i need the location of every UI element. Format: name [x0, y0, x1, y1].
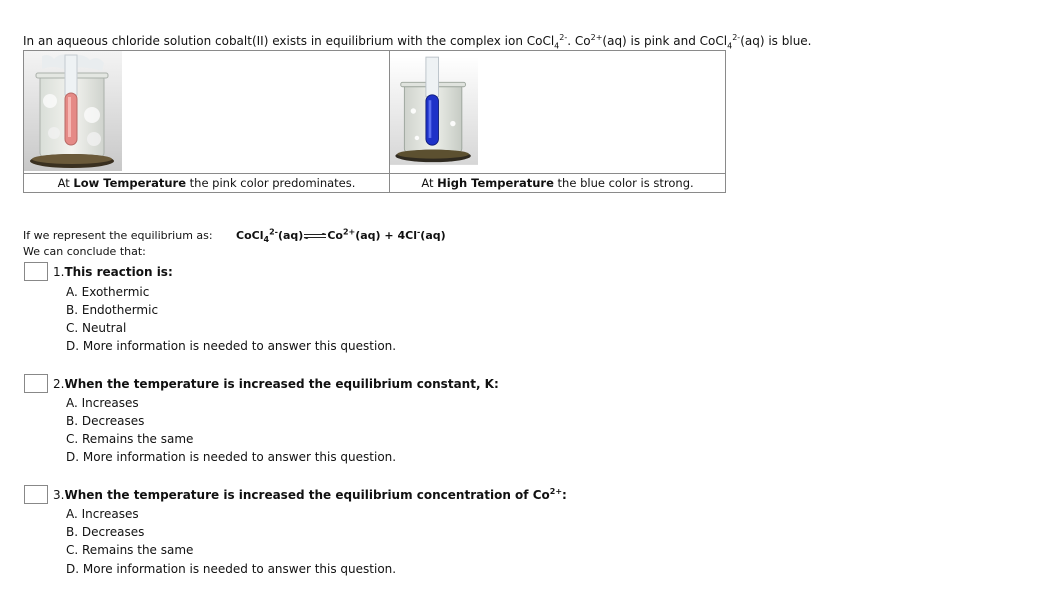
- answer-input-1[interactable]: [24, 262, 48, 281]
- question-1-option-c: C. Neutral: [66, 321, 127, 335]
- question-3-option-c: C. Remains the same: [66, 543, 194, 557]
- question-1-option-d: D. More information is needed to answer this question.: [66, 339, 397, 353]
- low-temperature-beaker-image: [24, 51, 122, 171]
- high-temp-caption: At High Temperature the blue color is strong.: [390, 173, 725, 193]
- question-2-option-c: C. Remains the same: [66, 432, 194, 446]
- question-3-stem: 3.When the temperature is increased the equilibrium concentration of $Co^{2+}$:: [53, 487, 567, 502]
- question-3-option-b: B. Decreases: [66, 525, 145, 539]
- equilibrium-equation: CoCl$_4^{2-}$(aq) $Co^{2+}(aq) + 4Cl^-(aq)$: [236, 227, 446, 245]
- question-1-stem: 1.This reaction is:: [53, 265, 173, 279]
- question-1-option-a: A. Exothermic: [66, 285, 150, 299]
- high-temperature-beaker-image: [390, 51, 478, 171]
- question-2-option-a: A. Increases: [66, 396, 139, 410]
- question-2-option-b: B. Decreases: [66, 414, 145, 428]
- question-3-option-a: A. Increases: [66, 507, 139, 521]
- answer-input-3[interactable]: [24, 485, 48, 504]
- answer-input-2[interactable]: [24, 374, 48, 393]
- low-temp-caption: At Low Temperature the pink color predominates.: [24, 173, 389, 193]
- conclude-text: We can conclude that:: [23, 245, 146, 258]
- equilibrium-arrow-icon: [303, 233, 327, 239]
- intro-text: In an aqueous chloride solution cobalt(II) exists in equilibrium with the complex ion CoCl$_4^{2-}$. $Co^{2+}(aq)$ is pink and CoCl$_4^{2-}$(aq) is blue.: [23, 33, 812, 51]
- equation-label: If we represent the equilibrium as:: [23, 229, 213, 242]
- high-temp-cell: [390, 51, 725, 192]
- question-3-option-d: D. More information is needed to answer this question.: [66, 562, 397, 576]
- image-table: [23, 50, 726, 193]
- question-2-stem: 2.When the temperature is increased the equilibrium constant, K:: [53, 377, 499, 391]
- question-1-option-b: B. Endothermic: [66, 303, 159, 317]
- question-2-option-d: D. More information is needed to answer this question.: [66, 450, 397, 464]
- low-temp-cell: [24, 51, 390, 192]
